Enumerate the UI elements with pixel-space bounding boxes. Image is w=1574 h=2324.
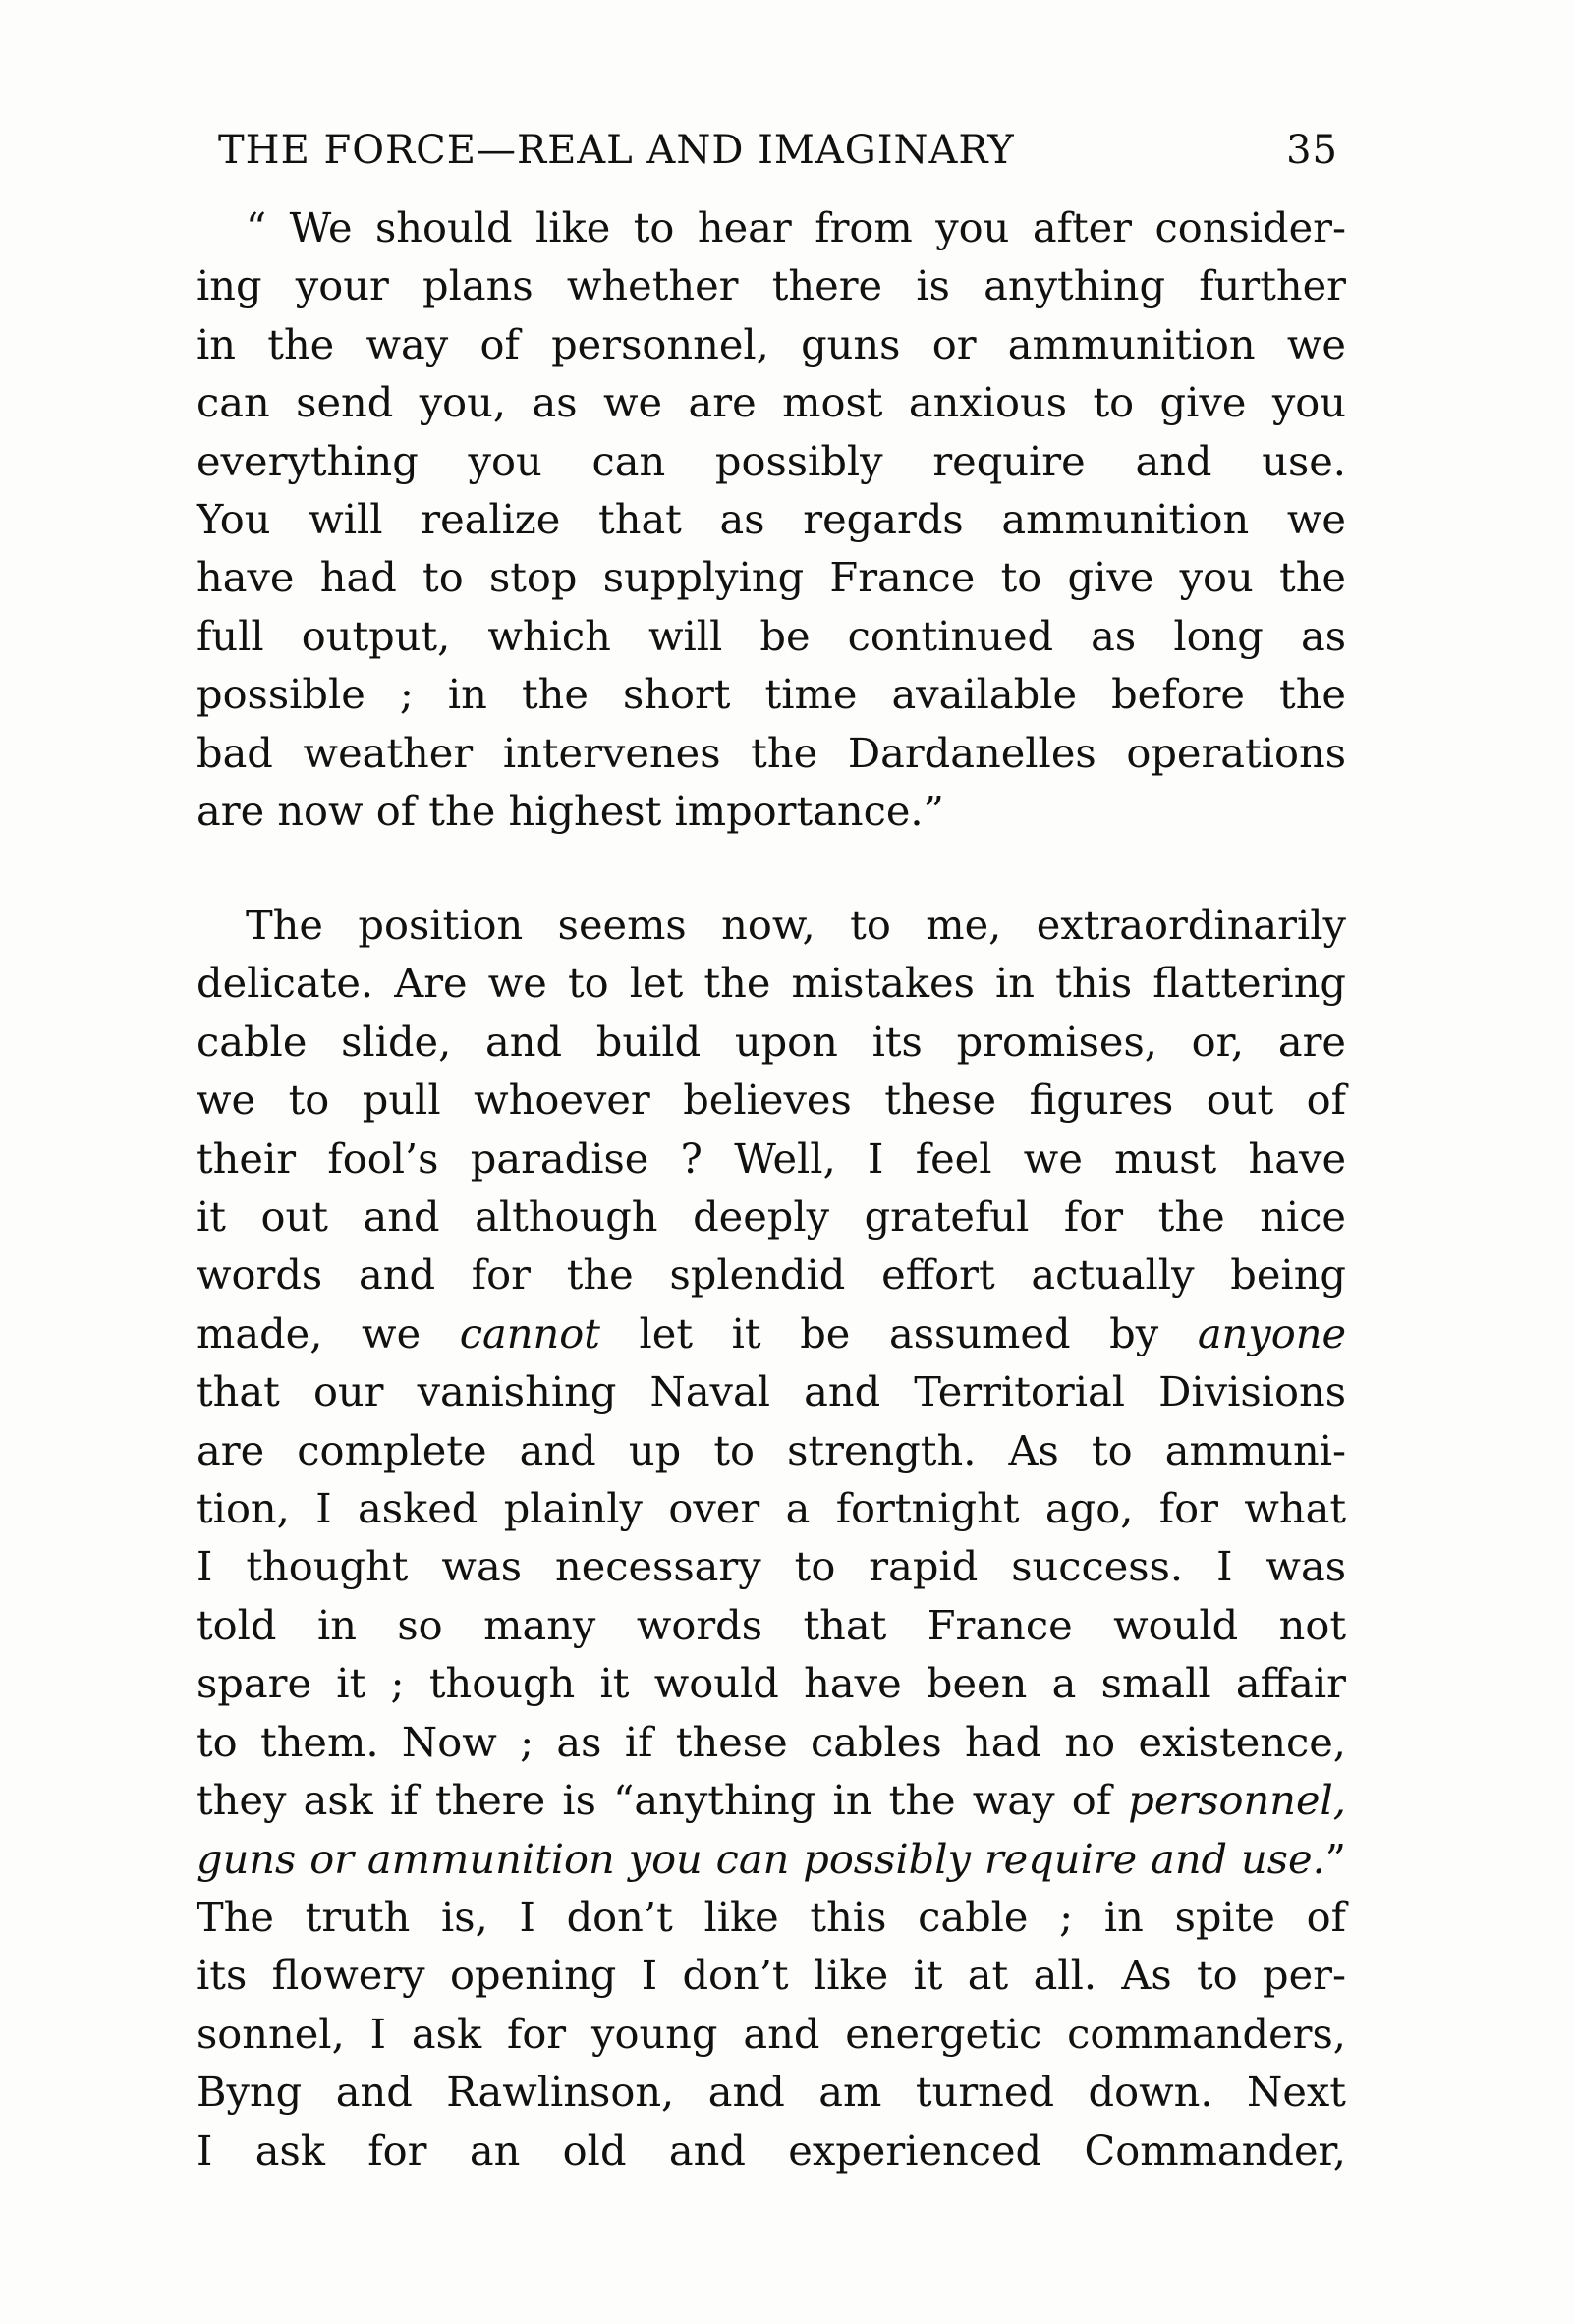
text-line: can send you, as we are most anxious to give you: [197, 378, 1346, 427]
text-run: made, we: [197, 1308, 460, 1357]
text-line: delicate. Are we to let the mistakes in this flattering: [197, 959, 1346, 1008]
text-run: let it be assumed by: [599, 1308, 1198, 1357]
text-line: have had to stop supplying France to give you the: [197, 553, 1346, 602]
text-line: we to pull whoever believes these figures out of: [197, 1076, 1346, 1125]
text-line: sonnel, I ask for young and energetic commanders,: [197, 2009, 1346, 2058]
text-run: they ask if there is “anything in the way of: [197, 1776, 1129, 1825]
italic-run: personnel,: [1128, 1776, 1346, 1825]
quoted-cable: [197, 198, 1346, 840]
text-line: their fool’s paradise ? Well, I feel we must have: [197, 1134, 1346, 1183]
text-line: words and for the splendid effort actually being: [197, 1250, 1346, 1300]
text-line: in the way of personnel, guns or ammunition we: [197, 319, 1346, 368]
page-number: 35: [1286, 128, 1338, 173]
text-line: I thought was necessary to rapid success. I was: [197, 1542, 1346, 1591]
text-line: are now of the highest importance.”: [197, 787, 944, 836]
text-line: spare it ; though it would have been a small affair: [197, 1659, 1346, 1708]
text-line: ing your plans whether there is anything further: [197, 261, 1346, 310]
text-line: possible ; in the short time available before the: [197, 670, 1346, 719]
text-line-mixed: [197, 1771, 1346, 1829]
text-line: cable slide, and build upon its promises, or, are: [197, 1017, 1346, 1066]
italic-run: guns or ammunition you can possibly require and use.: [197, 1834, 1325, 1883]
text-line: told in so many words that France would not: [197, 1600, 1346, 1649]
italic-run: cannot: [459, 1308, 600, 1357]
text-line: tion, I asked plainly over a fortnight ago, for what: [197, 1484, 1346, 1533]
text-run: ”: [1324, 1834, 1346, 1883]
text-line: I ask for an old and experienced Commander,: [197, 2126, 1346, 2175]
text-line: Byng and Rawlinson, and am turned down. Next: [197, 2068, 1346, 2117]
text-line: bad weather intervenes the Dardanelles operations: [197, 728, 1346, 777]
text-line: The position seems now, to me, extraordinarily: [246, 901, 1346, 949]
running-header: [218, 118, 1338, 177]
text-line: everything you can possibly require and use.: [197, 436, 1346, 485]
text-line-mixed: [197, 1830, 1346, 1888]
text-line: full output, which will be continued as long as: [197, 611, 1346, 660]
text-line: You will realize that as regards ammunition we: [197, 495, 1346, 544]
text-line: The truth is, I don’t like this cable ; in spite of: [197, 1892, 1346, 1941]
text-line: its flowery opening I don’t like it at all. As to per-: [197, 1951, 1346, 2000]
text-line: “ We should like to hear from you after consider-: [246, 203, 1346, 251]
body-paragraph: [197, 896, 1346, 2180]
italic-run: anyone: [1197, 1308, 1346, 1357]
text-line: are complete and up to strength. As to ammuni-: [197, 1425, 1346, 1474]
text-line-mixed: [197, 1304, 1346, 1362]
chapter-title: THE FORCE—REAL AND IMAGINARY: [218, 128, 1015, 173]
text-line: to them. Now ; as if these cables had no existence,: [197, 1717, 1346, 1766]
text-line: that our vanishing Naval and Territorial Divisions: [197, 1367, 1346, 1416]
text-line: it out and although deeply grateful for the nice: [197, 1192, 1346, 1242]
